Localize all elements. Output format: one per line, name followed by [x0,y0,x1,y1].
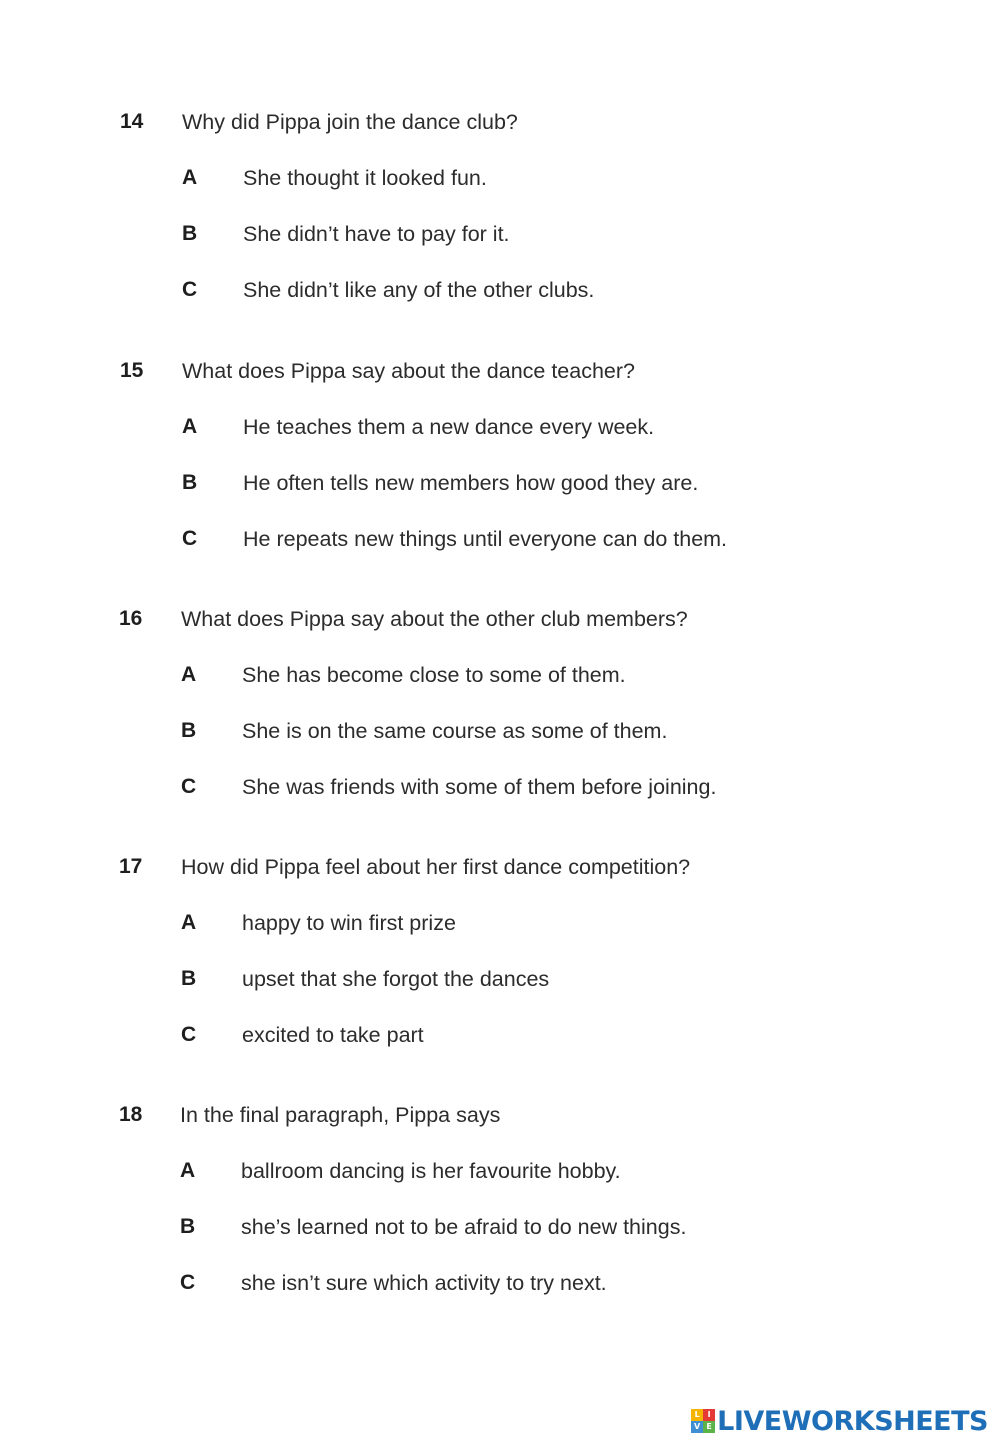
option-text: she’s learned not to be afraid to do new things. [241,1215,687,1239]
option-letter: B [181,719,197,742]
question-text: What does Pippa say about the dance teacher? [182,359,636,383]
option-letter: A [181,663,197,686]
option-a[interactable] [0,662,1000,688]
option-letter: B [182,471,198,494]
logo-tile-i: I [703,1409,715,1421]
option-a[interactable] [0,1158,1000,1184]
option-text: She is on the same course as some of them. [242,719,668,743]
option-text: She didn’t have to pay for it. [243,222,510,246]
option-text: happy to win first prize [242,911,456,935]
question-number: 17 [119,855,143,878]
option-text: excited to take part [242,1023,424,1047]
option-text: He repeats new things until everyone can do them. [243,527,728,551]
question-number: 15 [120,359,144,382]
option-text: He teaches them a new dance every week. [243,415,655,439]
liveworksheets-logo [691,1404,988,1438]
option-letter: A [182,415,198,438]
option-letter: C [180,1271,196,1294]
option-a[interactable] [0,165,1000,191]
question-text: In the final paragraph, Pippa says [180,1103,501,1127]
option-letter: C [181,1023,197,1046]
option-letter: C [182,278,198,301]
question-number: 14 [120,110,144,133]
question-number: 18 [119,1103,143,1126]
logo-tile-e: E [703,1421,715,1433]
option-c[interactable] [0,1022,1000,1048]
brand-name: LIVEWORKSHEETS [717,1405,988,1437]
option-c[interactable] [0,277,1000,303]
option-c[interactable] [0,774,1000,800]
question-text: How did Pippa feel about her first dance competition? [181,855,691,879]
option-text: She has become close to some of them. [242,663,626,687]
option-c[interactable] [0,1270,1000,1296]
option-b[interactable] [0,470,1000,496]
logo-tile-v: V [691,1421,703,1433]
option-text: She thought it looked fun. [243,166,487,190]
question-text: What does Pippa say about the other club members? [181,607,688,631]
option-letter: A [180,1159,196,1182]
option-text: ballroom dancing is her favourite hobby. [241,1159,621,1183]
option-letter: A [182,166,198,189]
option-b[interactable] [0,1214,1000,1240]
option-text: He often tells new members how good they are. [243,471,699,495]
option-b[interactable] [0,221,1000,247]
liveworksheets-icon [691,1409,715,1433]
option-letter: B [180,1215,196,1238]
option-text: She didn’t like any of the other clubs. [243,278,595,302]
option-letter: C [181,775,197,798]
option-text: upset that she forgot the dances [242,967,550,991]
option-a[interactable] [0,910,1000,936]
option-letter: C [182,527,198,550]
logo-tile-l: L [691,1409,703,1421]
question-text: Why did Pippa join the dance club? [182,110,518,134]
option-letter: B [181,967,197,990]
question-number: 16 [119,607,143,630]
option-text: she isn’t sure which activity to try next. [241,1271,607,1295]
option-b[interactable] [0,718,1000,744]
option-c[interactable] [0,526,1000,552]
option-b[interactable] [0,966,1000,992]
option-text: She was friends with some of them before joining. [242,775,717,799]
option-letter: B [182,222,198,245]
option-letter: A [181,911,197,934]
option-a[interactable] [0,414,1000,440]
